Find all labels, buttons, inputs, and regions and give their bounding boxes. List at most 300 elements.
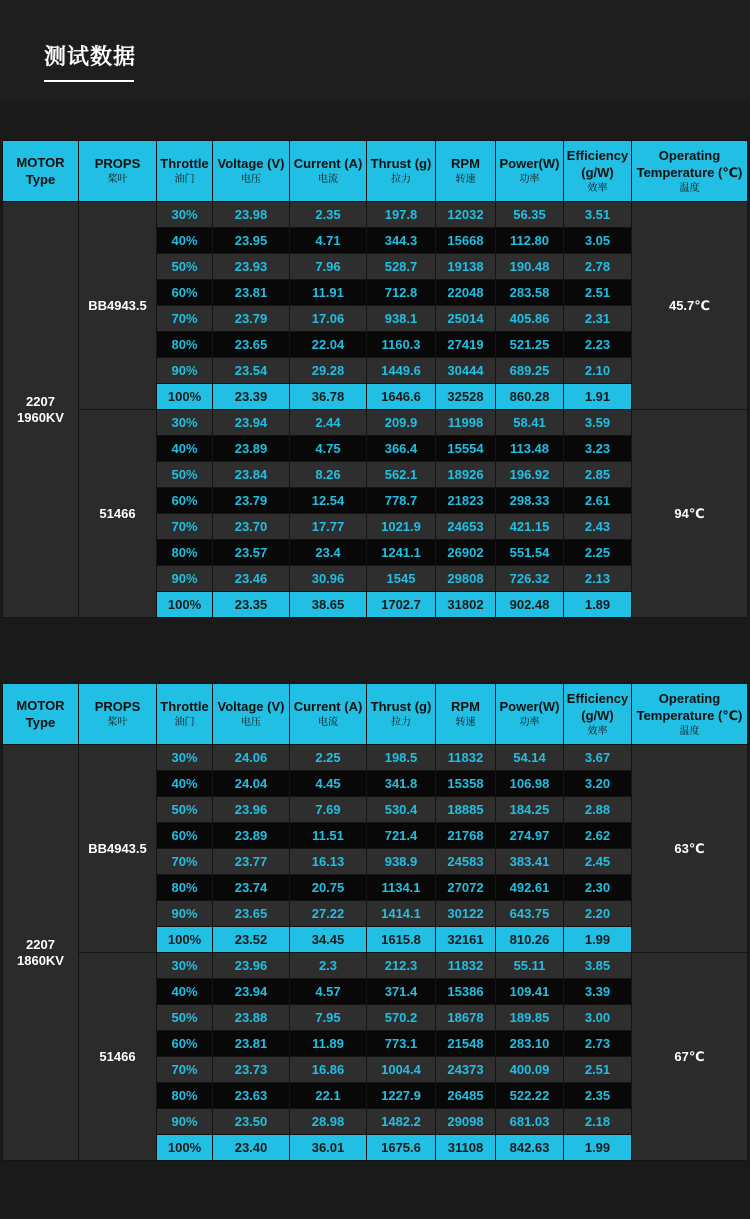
voltage-cell: 23.89 [213,436,290,462]
thrust-cell: 1241.1 [367,540,436,566]
voltage-cell: 23.94 [213,979,290,1005]
current-cell: 2.44 [290,410,367,436]
thrust-cell: 1160.3 [367,332,436,358]
throttle-cell: 40% [157,771,213,797]
efficiency-cell: 1.99 [564,927,632,953]
throttle-cell: 90% [157,901,213,927]
header-motor-label: MOTOR [16,698,65,713]
rpm-cell: 22048 [436,280,496,306]
header-props [79,141,157,202]
current-cell: 22.04 [290,332,367,358]
thrust-cell: 1449.6 [367,358,436,384]
rpm-cell: 24373 [436,1057,496,1083]
power-cell: 189.85 [496,1005,564,1031]
throttle-cell: 90% [157,358,213,384]
rpm-cell: 15668 [436,228,496,254]
rpm-cell: 27072 [436,875,496,901]
power-cell: 196.92 [496,462,564,488]
throttle-cell: 60% [157,823,213,849]
motor-type-line2: 1960KV [17,409,64,425]
throttle-cell: 40% [157,228,213,254]
efficiency-cell: 2.51 [564,280,632,306]
prop-name-cell: BB4943.5 [79,202,157,410]
thrust-cell: 1227.9 [367,1083,436,1109]
motor-type-line2: 1860KV [17,952,64,968]
efficiency-cell: 3.05 [564,228,632,254]
efficiency-cell: 1.91 [564,384,632,410]
efficiency-cell: 2.45 [564,849,632,875]
rpm-cell: 21823 [436,488,496,514]
voltage-cell: 23.52 [213,927,290,953]
header-throttle [157,141,213,202]
power-cell: 55.11 [496,953,564,979]
header-current-sublabel: 电流 [318,174,338,185]
power-cell: 113.48 [496,436,564,462]
current-cell: 11.51 [290,823,367,849]
current-cell: 28.98 [290,1109,367,1135]
throttle-cell: 60% [157,488,213,514]
header-motor-sublabel: Type [25,172,56,187]
header-thrust-sublabel: 拉力 [391,717,411,728]
rpm-cell: 29098 [436,1109,496,1135]
header-efficiency-sublabel: 效率 [587,182,608,194]
current-cell: 29.28 [290,358,367,384]
thrust-cell: 371.4 [367,979,436,1005]
voltage-cell: 23.54 [213,358,290,384]
thrust-cell: 1702.7 [367,592,436,618]
throttle-cell: 80% [157,540,213,566]
temperature-cell: 45.7℃ [632,202,748,410]
header-temperature-label-1: Operating [658,147,721,163]
header-motor [3,141,79,202]
thrust-cell: 528.7 [367,254,436,280]
rpm-cell: 12032 [436,202,496,228]
voltage-cell: 23.98 [213,202,290,228]
current-cell: 4.45 [290,771,367,797]
data-table [2,683,748,1161]
current-cell: 22.1 [290,1083,367,1109]
efficiency-cell: 2.10 [564,358,632,384]
throttle-cell: 90% [157,1109,213,1135]
header-voltage-label: Voltage (V) [217,156,285,171]
temperature-cell: 67℃ [632,953,748,1161]
throttle-cell: 50% [157,462,213,488]
rpm-cell: 24653 [436,514,496,540]
rpm-cell: 32161 [436,927,496,953]
header-current-sublabel: 电流 [318,717,338,728]
voltage-cell: 23.79 [213,306,290,332]
power-cell: 274.97 [496,823,564,849]
current-cell: 23.4 [290,540,367,566]
rpm-cell: 29808 [436,566,496,592]
current-cell: 11.89 [290,1031,367,1057]
voltage-cell: 23.81 [213,280,290,306]
rpm-cell: 24583 [436,849,496,875]
efficiency-cell: 2.23 [564,332,632,358]
efficiency-cell: 2.88 [564,797,632,823]
header-temperature [632,141,748,202]
power-cell: 681.03 [496,1109,564,1135]
power-cell: 283.10 [496,1031,564,1057]
power-cell: 283.58 [496,280,564,306]
rpm-cell: 31108 [436,1135,496,1161]
voltage-cell: 23.57 [213,540,290,566]
thrust-cell: 938.9 [367,849,436,875]
efficiency-cell: 3.85 [564,953,632,979]
header-efficiency-label-2: (g/W) [581,164,614,180]
efficiency-cell: 3.00 [564,1005,632,1031]
voltage-cell: 23.96 [213,797,290,823]
efficiency-cell: 2.78 [564,254,632,280]
rpm-cell: 18926 [436,462,496,488]
efficiency-cell: 3.59 [564,410,632,436]
motor-type-cell [3,202,79,618]
voltage-cell: 23.93 [213,254,290,280]
current-cell: 7.69 [290,797,367,823]
rpm-cell: 11832 [436,745,496,771]
efficiency-cell: 2.30 [564,875,632,901]
header-props-label: PROPS [94,156,141,171]
thrust-cell: 562.1 [367,462,436,488]
thrust-cell: 1414.1 [367,901,436,927]
table-body [3,202,748,618]
header-throttle-label: Throttle [160,156,209,171]
thrust-cell: 1134.1 [367,875,436,901]
header-thrust-sublabel: 拉力 [391,174,411,185]
efficiency-cell: 2.61 [564,488,632,514]
thrust-cell: 778.7 [367,488,436,514]
current-cell: 8.26 [290,462,367,488]
temperature-cell: 94℃ [632,410,748,618]
throttle-cell: 80% [157,1083,213,1109]
rpm-cell: 18885 [436,797,496,823]
header-props-sublabel: 桨叶 [107,717,128,728]
header-voltage [213,684,290,745]
voltage-cell: 23.96 [213,953,290,979]
header-current [290,141,367,202]
throttle-cell: 70% [157,514,213,540]
temperature-cell: 63℃ [632,745,748,953]
rpm-cell: 19138 [436,254,496,280]
power-cell: 298.33 [496,488,564,514]
header-efficiency [564,141,632,202]
voltage-cell: 23.88 [213,1005,290,1031]
motor-type-cell [3,745,79,1161]
efficiency-cell: 3.39 [564,979,632,1005]
rpm-cell: 25014 [436,306,496,332]
efficiency-cell: 1.99 [564,1135,632,1161]
prop-name-cell: 51466 [79,953,157,1161]
efficiency-cell: 2.73 [564,1031,632,1057]
table-row [3,953,748,979]
voltage-cell: 23.84 [213,462,290,488]
current-cell: 30.96 [290,566,367,592]
thrust-cell: 938.1 [367,306,436,332]
rpm-cell: 31802 [436,592,496,618]
header-thrust [367,684,436,745]
table-header [3,684,748,745]
rpm-cell: 15358 [436,771,496,797]
thrust-cell: 344.3 [367,228,436,254]
rpm-cell: 26902 [436,540,496,566]
thrust-cell: 1021.9 [367,514,436,540]
header-motor [3,684,79,745]
thrust-cell: 1004.4 [367,1057,436,1083]
efficiency-cell: 2.43 [564,514,632,540]
efficiency-cell: 3.23 [564,436,632,462]
voltage-cell: 23.79 [213,488,290,514]
thrust-cell: 530.4 [367,797,436,823]
header-power-sublabel: 功率 [519,174,540,185]
throttle-cell: 30% [157,410,213,436]
prop-name-cell: BB4943.5 [79,745,157,953]
rpm-cell: 26485 [436,1083,496,1109]
efficiency-cell: 2.20 [564,901,632,927]
current-cell: 4.75 [290,436,367,462]
header-voltage-sublabel: 电压 [241,717,261,728]
power-cell: 860.28 [496,384,564,410]
power-cell: 112.80 [496,228,564,254]
rpm-cell: 21768 [436,823,496,849]
header-voltage [213,141,290,202]
power-cell: 842.63 [496,1135,564,1161]
throttle-cell: 100% [157,927,213,953]
voltage-cell: 23.77 [213,849,290,875]
header-efficiency-label-1: Efficiency [566,147,629,163]
thrust-cell: 197.8 [367,202,436,228]
title-underline [44,80,134,82]
current-cell: 11.91 [290,280,367,306]
throttle-cell: 100% [157,384,213,410]
table-header [3,141,748,202]
current-cell: 2.35 [290,202,367,228]
header-efficiency-sublabel: 效率 [587,725,608,737]
thrust-cell: 212.3 [367,953,436,979]
header-voltage-label: Voltage (V) [217,699,285,714]
rpm-cell: 11998 [436,410,496,436]
header-thrust-label: Thrust (g) [370,156,432,171]
voltage-cell: 23.70 [213,514,290,540]
header-temperature-sublabel: 温度 [679,182,700,194]
rpm-cell: 30122 [436,901,496,927]
throttle-cell: 40% [157,436,213,462]
header-rpm-sublabel: 转速 [455,174,476,185]
header-rpm-label: RPM [451,156,480,171]
thrust-cell: 1615.8 [367,927,436,953]
current-cell: 17.06 [290,306,367,332]
power-cell: 400.09 [496,1057,564,1083]
throttle-cell: 60% [157,1031,213,1057]
thrust-cell: 1545 [367,566,436,592]
header-power-label: Power(W) [499,699,560,714]
voltage-cell: 23.95 [213,228,290,254]
header-thrust [367,141,436,202]
voltage-cell: 23.81 [213,1031,290,1057]
voltage-cell: 23.35 [213,592,290,618]
efficiency-cell: 2.62 [564,823,632,849]
current-cell: 34.45 [290,927,367,953]
table-row [3,745,748,771]
power-cell: 190.48 [496,254,564,280]
header-current-label: Current (A) [293,699,363,714]
header-efficiency-label-1: Efficiency [566,690,629,706]
header-efficiency [564,684,632,745]
power-cell: 522.22 [496,1083,564,1109]
power-cell: 54.14 [496,745,564,771]
header-power [496,141,564,202]
current-cell: 7.95 [290,1005,367,1031]
header-efficiency-label-2: (g/W) [581,707,614,723]
rpm-cell: 21548 [436,1031,496,1057]
motor-type-line1: 2207 [26,936,55,952]
thrust-cell: 366.4 [367,436,436,462]
data-table [2,140,748,618]
current-cell: 17.77 [290,514,367,540]
voltage-cell: 23.46 [213,566,290,592]
thrust-cell: 773.1 [367,1031,436,1057]
voltage-cell: 23.40 [213,1135,290,1161]
throttle-cell: 30% [157,745,213,771]
current-cell: 27.22 [290,901,367,927]
power-cell: 109.41 [496,979,564,1005]
header-props-sublabel: 桨叶 [107,174,128,185]
efficiency-cell: 2.35 [564,1083,632,1109]
page-title: 测试数据 [44,45,137,70]
table-row [3,202,748,228]
header-throttle-sublabel: 油门 [174,174,195,185]
throttle-cell: 40% [157,979,213,1005]
current-cell: 20.75 [290,875,367,901]
efficiency-cell: 3.20 [564,771,632,797]
table-row [3,410,748,436]
throttle-cell: 80% [157,875,213,901]
current-cell: 16.86 [290,1057,367,1083]
header-throttle-label: Throttle [160,699,209,714]
current-cell: 2.3 [290,953,367,979]
power-cell: 184.25 [496,797,564,823]
header-power-label: Power(W) [499,156,560,171]
current-cell: 12.54 [290,488,367,514]
voltage-cell: 24.06 [213,745,290,771]
throttle-cell: 70% [157,849,213,875]
header-voltage-sublabel: 电压 [241,174,261,185]
current-cell: 36.01 [290,1135,367,1161]
thrust-cell: 570.2 [367,1005,436,1031]
power-cell: 810.26 [496,927,564,953]
efficiency-cell: 3.67 [564,745,632,771]
power-cell: 521.25 [496,332,564,358]
throttle-cell: 30% [157,953,213,979]
voltage-cell: 23.63 [213,1083,290,1109]
voltage-cell: 23.94 [213,410,290,436]
thrust-cell: 1646.6 [367,384,436,410]
power-cell: 58.41 [496,410,564,436]
header-temperature [632,684,748,745]
header-props [79,684,157,745]
header-temperature-label-1: Operating [658,690,721,706]
throttle-cell: 80% [157,332,213,358]
current-cell: 38.65 [290,592,367,618]
current-cell: 16.13 [290,849,367,875]
rpm-cell: 11832 [436,953,496,979]
efficiency-cell: 2.18 [564,1109,632,1135]
efficiency-cell: 2.25 [564,540,632,566]
efficiency-cell: 2.31 [564,306,632,332]
header-throttle-sublabel: 油门 [174,717,195,728]
header-throttle [157,684,213,745]
throttle-cell: 70% [157,306,213,332]
power-cell: 405.86 [496,306,564,332]
rpm-cell: 15554 [436,436,496,462]
voltage-cell: 23.50 [213,1109,290,1135]
thrust-cell: 198.5 [367,745,436,771]
power-cell: 551.54 [496,540,564,566]
throttle-cell: 70% [157,1057,213,1083]
rpm-cell: 27419 [436,332,496,358]
voltage-cell: 23.73 [213,1057,290,1083]
rpm-cell: 18678 [436,1005,496,1031]
power-cell: 106.98 [496,771,564,797]
voltage-cell: 23.74 [213,875,290,901]
thrust-cell: 341.8 [367,771,436,797]
rpm-cell: 15386 [436,979,496,1005]
header-row [3,684,748,745]
current-cell: 7.96 [290,254,367,280]
thrust-cell: 209.9 [367,410,436,436]
efficiency-cell: 2.51 [564,1057,632,1083]
power-cell: 689.25 [496,358,564,384]
header-rpm [436,684,496,745]
throttle-cell: 60% [157,280,213,306]
prop-name-cell: 51466 [79,410,157,618]
header-temperature-label-2: Temperature (℃) [636,164,743,180]
efficiency-cell: 3.51 [564,202,632,228]
header-motor-sublabel: Type [25,715,56,730]
header-current-label: Current (A) [293,156,363,171]
current-cell: 2.25 [290,745,367,771]
throttle-cell: 90% [157,566,213,592]
voltage-cell: 24.04 [213,771,290,797]
efficiency-cell: 1.89 [564,592,632,618]
header-props-label: PROPS [94,699,141,714]
throttle-cell: 30% [157,202,213,228]
throttle-cell: 100% [157,592,213,618]
rpm-cell: 30444 [436,358,496,384]
voltage-cell: 23.89 [213,823,290,849]
power-cell: 643.75 [496,901,564,927]
throttle-cell: 50% [157,797,213,823]
current-cell: 4.57 [290,979,367,1005]
header-power-sublabel: 功率 [519,717,540,728]
voltage-cell: 23.39 [213,384,290,410]
current-cell: 36.78 [290,384,367,410]
throttle-cell: 50% [157,254,213,280]
header-row [3,141,748,202]
rpm-cell: 32528 [436,384,496,410]
efficiency-cell: 2.13 [564,566,632,592]
header-rpm-sublabel: 转速 [455,717,476,728]
thrust-cell: 712.8 [367,280,436,306]
power-cell: 383.41 [496,849,564,875]
power-cell: 56.35 [496,202,564,228]
header-thrust-label: Thrust (g) [370,699,432,714]
header-temperature-sublabel: 温度 [679,725,700,737]
motor-type-line1: 2207 [26,393,55,409]
efficiency-cell: 2.85 [564,462,632,488]
power-cell: 421.15 [496,514,564,540]
power-cell: 726.32 [496,566,564,592]
voltage-cell: 23.65 [213,901,290,927]
